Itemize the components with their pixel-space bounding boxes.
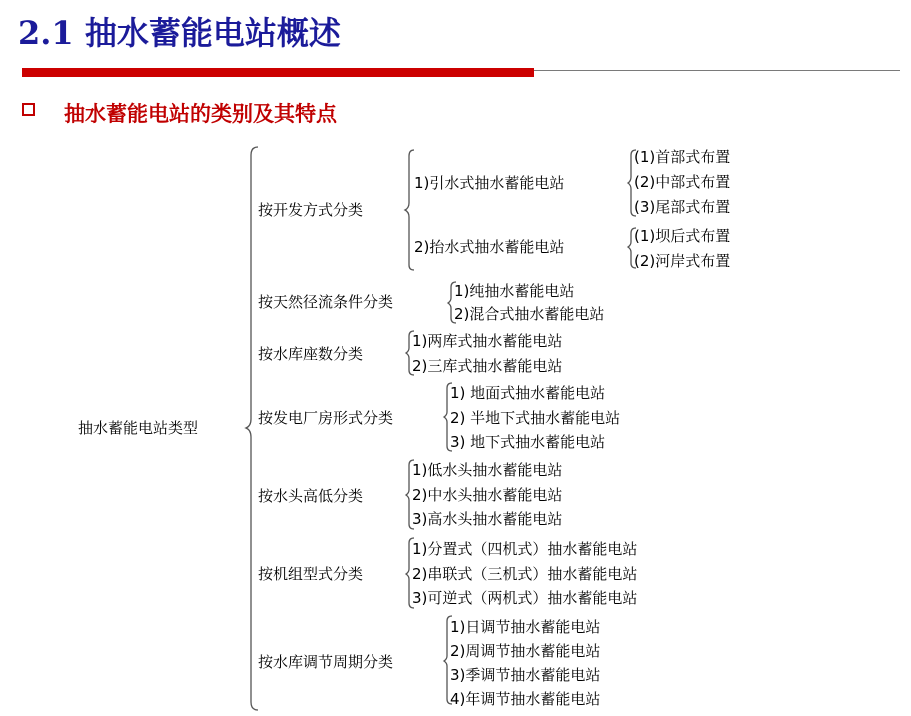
dev-b-label: 2)抬水式抽水蓄能电站	[414, 238, 565, 256]
cycle-item: 1)日调节抽水蓄能电站	[450, 618, 601, 636]
category-head-label: 按水头高低分类	[258, 487, 364, 505]
category-cycle-label: 按水库调节周期分类	[258, 653, 394, 671]
unit-item: 3)可逆式（两机式）抽水蓄能电站	[412, 589, 638, 607]
unit-item: 1)分置式（四机式）抽水蓄能电站	[412, 540, 638, 558]
head-item: 2)中水头抽水蓄能电站	[412, 486, 563, 504]
dev-b-item: (2)河岸式布置	[634, 252, 731, 270]
res-item: 2)三库式抽水蓄能电站	[412, 357, 563, 375]
category-dev-label: 按开发方式分类	[258, 201, 364, 219]
cycle-item: 3)季调节抽水蓄能电站	[450, 666, 601, 684]
root-brace	[246, 147, 258, 710]
category-plant-label: 按发电厂房形式分类	[258, 409, 394, 427]
dev-a-label: 1)引水式抽水蓄能电站	[414, 174, 565, 192]
res-item: 1)两库式抽水蓄能电站	[412, 332, 563, 350]
root-label: 抽水蓄能电站类型	[78, 419, 199, 437]
plant-item: 1) 地面式抽水蓄能电站	[450, 384, 606, 402]
cycle-item: 4)年调节抽水蓄能电站	[450, 690, 601, 708]
plant-item: 2) 半地下式抽水蓄能电站	[450, 409, 621, 427]
flow-item: 2)混合式抽水蓄能电站	[454, 305, 605, 323]
head-item: 1)低水头抽水蓄能电站	[412, 461, 563, 479]
cycle-item: 2)周调节抽水蓄能电站	[450, 642, 601, 660]
dev-a-item: (3)尾部式布置	[634, 198, 731, 216]
category-res-label: 按水库座数分类	[258, 345, 364, 363]
page-title: 2.1 抽水蓄能电站概述	[18, 14, 341, 52]
head-item: 3)高水头抽水蓄能电站	[412, 510, 563, 528]
plant-item: 3) 地下式抽水蓄能电站	[450, 433, 606, 451]
dev-a-item: (1)首部式布置	[634, 148, 731, 166]
category-flow-label: 按天然径流条件分类	[258, 293, 394, 311]
section-heading: 抽水蓄能电站的类别及其特点	[64, 102, 337, 126]
flow-item: 1)纯抽水蓄能电站	[454, 282, 575, 300]
dev-brace	[405, 150, 414, 270]
dev-b-item: (1)坝后式布置	[634, 227, 731, 245]
dev-a-item: (2)中部式布置	[634, 173, 731, 191]
unit-item: 2)串联式（三机式）抽水蓄能电站	[412, 565, 638, 583]
category-unit-label: 按机组型式分类	[258, 565, 364, 583]
